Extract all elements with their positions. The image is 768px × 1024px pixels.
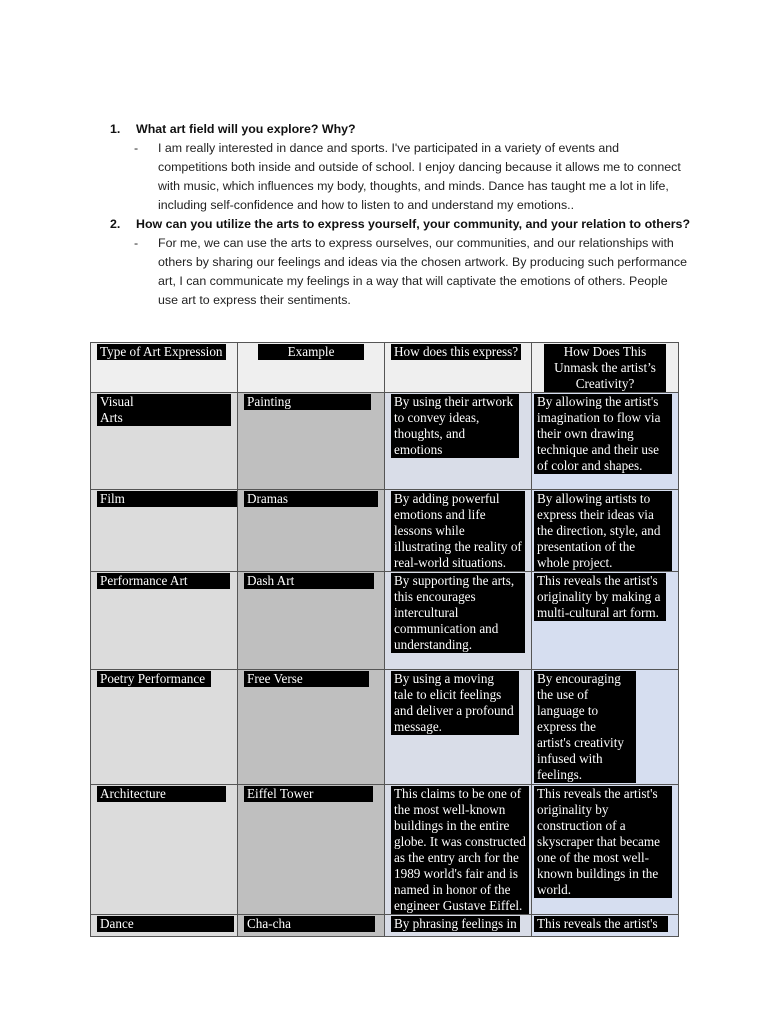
cell-how: By using their artwork to convey ideas, thoughts, and emotions [391,394,519,458]
cell-example: Cha-cha [244,916,375,932]
table-row [91,490,679,572]
dash-bullet: - [134,236,139,250]
cell-unmask: By allowing artists to express their ideas via the direction, style, and presentation of the whole project. [534,491,672,571]
cell-example: Free Verse [244,671,369,687]
question-1 [110,120,690,139]
table-cell [385,670,532,785]
header-cell [238,343,385,393]
cell-type: Visual Arts [97,394,231,426]
table-cell [238,670,385,785]
header-cell [91,343,238,393]
table-cell [238,915,385,937]
cell-unmask: By encouraging the use of language to express the artist's creativity infused with feelings. [534,671,636,783]
answer-2 [110,234,690,310]
table-cell [91,670,238,785]
question-answer-section [110,120,690,310]
table-cell [385,785,532,915]
table-row [91,785,679,915]
table-cell [532,572,679,670]
table-row [91,670,679,785]
cell-how: By phrasing feelings in [391,916,520,932]
cell-type: Performance Art [97,573,230,589]
table-cell [532,393,679,490]
table-row [91,915,679,937]
question-number: 1. [110,122,121,136]
table-cell [385,572,532,670]
cell-unmask: This reveals the artist's originality by making a multi-cultural art form. [534,573,666,621]
header-how: How does this express? [391,344,521,360]
table-cell [385,490,532,572]
cell-unmask: This reveals the artist's [534,916,668,932]
cell-type: Architecture [97,786,226,802]
table-cell [532,670,679,785]
table-cell [238,393,385,490]
table-cell [532,490,679,572]
table-row [91,393,679,490]
table-cell [532,915,679,937]
header-unmask: How Does This Unmask the artist’s Creativity? [544,344,666,392]
table-row [91,572,679,670]
table-cell [532,785,679,915]
cell-how: This claims to be one of the most well-known buildings in the entire globe. It was constructed as the entry arch for the 1989 world's fair and is named in honor of the engineer Gustave Eiffel. [391,786,529,914]
cell-unmask: This reveals the artist's originality by construction of a skyscraper that became one of the most well-known buildings in the world. [534,786,672,898]
answer-text: I am really interested in dance and sports. I've participated in a variety of events and competitions both inside and outside of school. I enjoy dancing because it allows me to connect with music, which influences my body, thoughts, and minds. Dance has taught me a lot in life, including self-confidence and how to listen to and understand my emotions.. [158,141,681,212]
question-2 [110,215,690,234]
cell-type: Dance [97,916,234,932]
question-number: 2. [110,217,121,231]
question-text: How can you utilize the arts to express yourself, your community, and your relation to others? [136,217,691,231]
cell-type: Poetry Performance [97,671,211,687]
table-cell [238,785,385,915]
art-expression-table [90,342,679,937]
cell-example: Eiffel Tower [244,786,373,802]
answer-text: For me, we can use the arts to express ourselves, our communities, and our relationships with others by sharing our feelings and ideas via the chosen artwork. By producing such performance art, I can communicate my feelings in a way that will captivate the emotions of others. People use art to express their sentiments. [158,236,687,307]
question-text: What art field will you explore? Why? [136,122,356,136]
dash-bullet: - [134,141,139,155]
table-cell [238,490,385,572]
cell-how: By adding powerful emotions and life lessons while illustrating the reality of real-world situations. [391,491,525,571]
table-cell [91,785,238,915]
table-cell [91,393,238,490]
answer-1 [110,139,690,215]
table-cell [385,915,532,937]
header-cell [532,343,679,393]
table-cell [238,572,385,670]
cell-how: By supporting the arts, this encourages intercultural communication and understanding. [391,573,525,653]
cell-example: Painting [244,394,371,410]
table-cell [91,490,238,572]
cell-how: By using a moving tale to elicit feelings and deliver a profound message. [391,671,519,735]
table-cell [91,915,238,937]
table-cell [91,572,238,670]
table-header-row [91,343,679,393]
cell-unmask: By allowing the artist's imagination to flow via their own drawing technique and their use of color and shapes. [534,394,672,474]
header-type: Type of Art Expression [97,344,226,360]
cell-example: Dash Art [244,573,374,589]
header-cell [385,343,532,393]
cell-type: Film [97,491,237,507]
header-example: Example [258,344,365,360]
cell-example: Dramas [244,491,378,507]
table-cell [385,393,532,490]
